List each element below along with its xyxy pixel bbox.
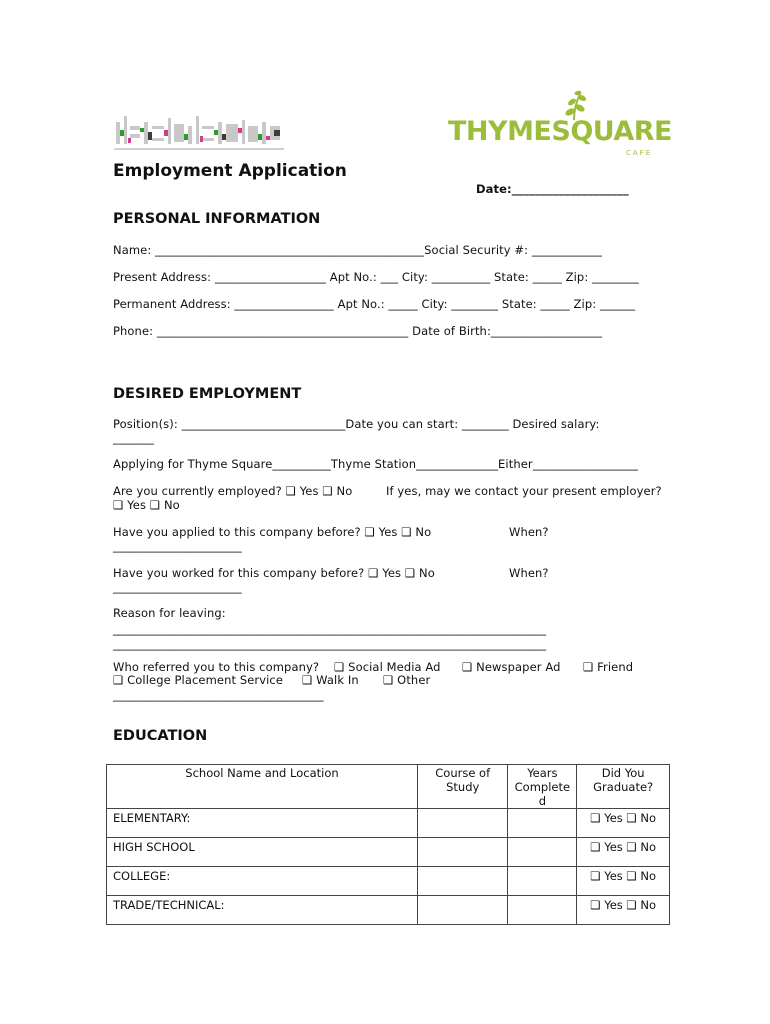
worked-when-blank[interactable]: ______________________ xyxy=(113,580,242,594)
table-row xyxy=(107,867,670,896)
col-years: Years Complete d xyxy=(508,765,577,809)
permanent-address-line[interactable]: Permanent Address: _________________ Apt No.: _____ City: ________ State: _____ Zip: ______ xyxy=(113,297,636,311)
course-cell[interactable] xyxy=(417,867,507,896)
applied-when-label: When? xyxy=(509,525,549,539)
reason-label: Reason for leaving: xyxy=(113,606,226,620)
ref-friend-checkbox[interactable]: ❑ Friend xyxy=(583,660,634,674)
graduate-checkboxes[interactable]: ❑ Yes ❑ No xyxy=(577,809,670,838)
col-graduate: Did You Graduate? xyxy=(577,765,670,809)
course-cell[interactable] xyxy=(417,838,507,867)
years-cell[interactable] xyxy=(508,867,577,896)
graduate-checkboxes[interactable]: ❑ Yes ❑ No xyxy=(577,867,670,896)
brand-name: THYMESQUARE xyxy=(448,116,672,147)
applying-line[interactable]: Applying for Thyme Square__________Thyme Station______________Either__________________ xyxy=(113,457,639,471)
personal-heading: PERSONAL INFORMATION xyxy=(113,211,321,227)
ref-other-checkbox[interactable]: ❑ Other xyxy=(383,673,431,687)
table-header-row xyxy=(107,765,670,809)
ref-walkin-checkbox[interactable]: ❑ Walk In xyxy=(302,673,359,687)
course-cell[interactable] xyxy=(417,896,507,925)
row-label: TRADE/TECHNICAL: xyxy=(107,896,418,925)
years-cell[interactable] xyxy=(508,809,577,838)
row-label: COLLEGE: xyxy=(107,867,418,896)
table-row xyxy=(107,809,670,838)
desired-heading: DESIRED EMPLOYMENT xyxy=(113,386,302,402)
phone-dob-line[interactable]: Phone: ___________________________________________ Date of Birth:___________________ xyxy=(113,324,603,338)
present-address-line[interactable]: Present Address: ___________________ Apt No.: ___ City: __________ State: _____ Zip: ________ xyxy=(113,270,639,284)
col-course: Course of Study xyxy=(417,765,507,809)
graduate-checkboxes[interactable]: ❑ Yes ❑ No xyxy=(577,838,670,867)
row-label: ELEMENTARY: xyxy=(107,809,418,838)
scrambled-logo-icon xyxy=(114,108,284,158)
ref-college-checkbox[interactable]: ❑ College Placement Service xyxy=(113,673,284,687)
table-row xyxy=(107,838,670,867)
ref-newspaper-checkbox[interactable]: ❑ Newspaper Ad xyxy=(462,660,561,674)
employed-question[interactable]: Are you currently employed? ❑ Yes ❑ No xyxy=(113,484,353,498)
thymesquare-logo xyxy=(446,90,672,160)
applied-when-blank[interactable]: ______________________ xyxy=(113,539,242,553)
contact-options[interactable]: ❑ Yes ❑ No xyxy=(113,498,180,512)
education-table xyxy=(106,764,670,925)
date-field[interactable]: Date:____________________ xyxy=(476,182,629,196)
course-cell[interactable] xyxy=(417,809,507,838)
education-heading: EDUCATION xyxy=(113,728,208,744)
years-cell[interactable] xyxy=(508,838,577,867)
referred-question: Who referred you to this company? xyxy=(113,660,320,674)
contact-question: If yes, may we contact your present employer? xyxy=(386,484,662,498)
graduate-checkboxes[interactable]: ❑ Yes ❑ No xyxy=(577,896,670,925)
worked-question[interactable]: Have you worked for this company before? ❑ Yes ❑ No xyxy=(113,566,435,580)
applied-question[interactable]: Have you applied to this company before? ❑ Yes ❑ No xyxy=(113,525,432,539)
position-line[interactable]: Position(s): ____________________________Date you can start: ________ Desired salary: xyxy=(113,417,600,431)
page-title: Employment Application xyxy=(113,161,347,181)
col-school: School Name and Location xyxy=(107,765,418,809)
row-label: HIGH SCHOOL xyxy=(107,838,418,867)
reason-line-2[interactable]: ______________________________________________________________________________ xyxy=(113,637,546,651)
worked-when-label: When? xyxy=(509,566,549,580)
years-cell[interactable] xyxy=(508,896,577,925)
reason-line-1[interactable]: ______________________________________________________________________________ xyxy=(113,622,546,636)
ref-social-checkbox[interactable]: ❑ Social Media Ad xyxy=(334,660,441,674)
name-ssn-line[interactable]: Name: ______________________________________________Social Security #: ____________ xyxy=(113,243,603,257)
ref-other-blank[interactable]: ____________________________________ xyxy=(113,688,324,702)
salary-blank[interactable]: _______ xyxy=(113,431,154,445)
table-row xyxy=(107,896,670,925)
brand-sub: CAFE xyxy=(626,149,653,157)
